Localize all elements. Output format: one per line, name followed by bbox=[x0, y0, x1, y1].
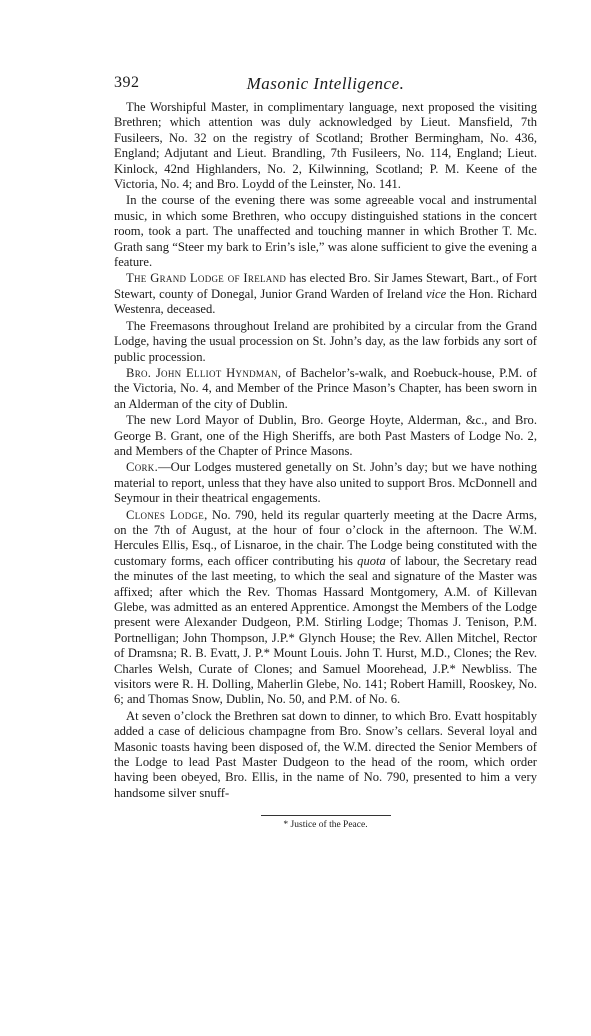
page-number: 392 bbox=[114, 74, 140, 91]
running-title: Masonic Intelligence. bbox=[246, 74, 405, 93]
lead-in: The Grand Lodge of Ireland bbox=[126, 271, 287, 286]
paragraph-hyndman: Bro. John Elliot Hyndman, of Bachelor’s-walk, and Roebuck-house, P.M. of the Victoria, No. 4, and Member of the Prince Mason’s Chapter, has been sworn in an Alderman of the city of Dublin. bbox=[114, 365, 537, 411]
paragraph-cork: Cork.—Our Lodges mustered genetally on St. John’s day; but we have nothing material to report, unless that they have also united to support Bros. McDonnell and Seymour in their theatrical engagements. bbox=[114, 460, 537, 506]
paragraph-dinner: At seven o’clock the Brethren sat down to dinner, to which Bro. Evatt hospitably added a case of delicious champagne from Bro. Snow’s cellars. Several loyal and Masonic toasts having been disposed of, the W.M. directed the Senior Members of the Lodge to lead Past Master Dudgeon to the head of the room, which order having been obeyed, Bro. Ellis, in the name of No. 790, presented to him a very handsome silver snuff- bbox=[114, 708, 537, 800]
paragraph-music: In the course of the evening there was some agreeable vocal and instrumental music, in which some Brethren, who occupy distinguished stations in the concert room, took a part. The unaffected and touching manner in which Brother T. Mc. Grath sang “Steer my bark to Erin’s isle,” was alone sufficient to give the evening a feature. bbox=[114, 193, 537, 270]
lead-in: Cork. bbox=[126, 460, 159, 475]
lead-in: Clones Lodge, bbox=[126, 507, 208, 522]
paragraph-clones-lodge: Clones Lodge, No. 790, held its regular quarterly meeting at the Dacre Arms, on the 7th of August, at the hour of four o’clock in the afternoon. The W.M. Hercules Ellis, Esq., of Lisnaroe, in the chair. The Lodge being constituted with the customary forms, each officer contributing his quota of labour, the Secretary read the minutes of the last meeting, to which the seal and signature of the Master was affixed; after which the Rev. Thomas Hassard Montgomery, A.M. of Killevan Glebe, was admitted as an entered Apprentice. Amongst the Members of the Lodge present were Alexander Dudgeon, P.M. Stirling Lodge; Thomas J. Tenison, P.M. Portnelligan; John Thompson, J.P.* Glynch House; the Rev. Allen Mitchel, Rector of Dramsna; R. B. Evatt, J. P.* Mount Louis. John T. Hurst, M.D., Clones; the Rev. Charles Welsh, Curate of Clones; and Samuel Moorehead, J.P.* Newbliss. The visitors were R. H. Dolling, Maherlin Glebe, No. 141; Robert Hamill, Rooskey, No. 6; and Thomas Snow, Dublin, No. 50, and P.M. of No. 6. bbox=[114, 507, 537, 707]
lead-in: Bro. John Elliot Hyndman, bbox=[126, 365, 282, 380]
paragraph-procession: The Freemasons throughout Ireland are prohibited by a circular from the Grand Lodge, having the usual procession on St. John’s day, as the law forbids any sort of public procession. bbox=[114, 318, 537, 364]
paragraph-lord-mayor: The new Lord Mayor of Dublin, Bro. George Hoyte, Alderman, &c., and Bro. George B. Grant, one of the High Sheriffs, are both Past Masters of Lodge No. 2, and Members of the Chapter of Prince Masons. bbox=[114, 413, 537, 458]
paragraph-visiting-brethren: The Worshipful Master, in complimentary language, next proposed the visiting Brethren; which attention was duly acknowledged by Lieut. Mansfield, 7th Fusileers, No. 32 on the registry of Scotland; Brother Bermingham, No. 436, England; Adjutant and Lieut. Brandling, 7th Fusileers, No. 114, England; Lieut. Kinlock, 42nd Highlanders, No. 2, Kilwinning, Scotland; P. M. Keene of the Victoria, No. 4; and Bro. Loydd of the Leinster, No. 141. bbox=[114, 100, 537, 192]
footnote: * Justice of the Peace. bbox=[283, 820, 368, 831]
running-head bbox=[114, 74, 537, 100]
footnote-divider bbox=[261, 815, 391, 816]
paragraph-grand-lodge: The Grand Lodge of Ireland has elected Bro. Sir James Stewart, Bart., of Fort Stewart, county of Donegal, Junior Grand Warden of Ireland vice the Hon. Richard Westenra, deceased. bbox=[114, 271, 537, 317]
body-text bbox=[114, 100, 537, 801]
